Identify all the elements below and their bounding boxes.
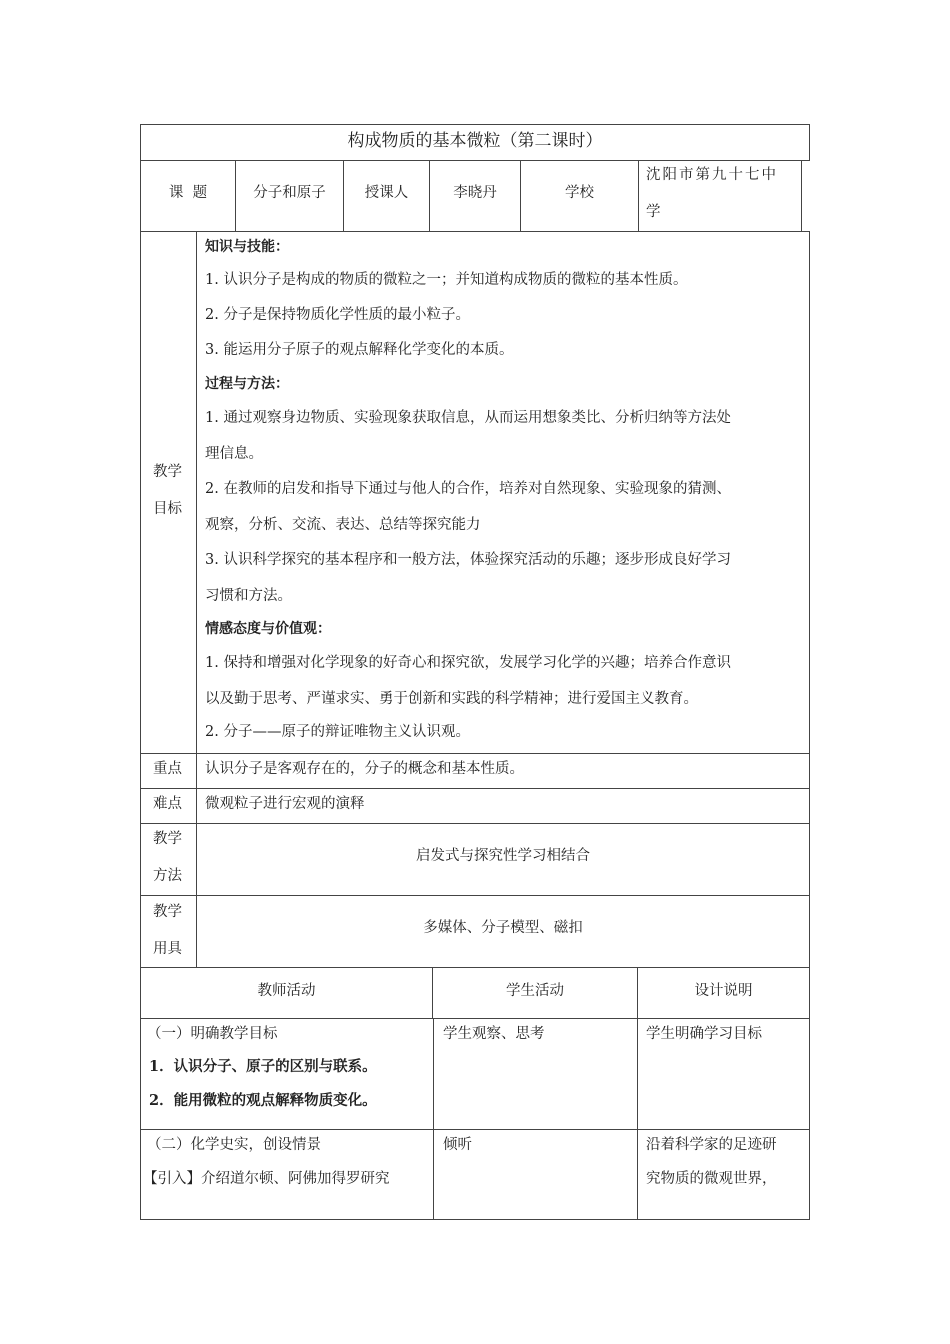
row1-student: 学生观察、思考 [443,1026,545,1042]
process-item-3b: 习惯和方法。 [205,588,292,604]
row2-teacher-line-1: （二）化学史实，创设情景 [147,1137,321,1153]
knowledge-item-1: 1. 认识分子是构成的物质的微粒之一；并知道构成物质的微粒的基本性质。 [205,272,688,288]
key-point-value: 认识分子是客观存在的，分子的概念和基本性质。 [205,761,524,777]
teacher-value: 李晓丹 [453,184,497,201]
method-value: 启发式与探究性学习相结合 [416,848,590,864]
page-title: 构成物质的基本微粒（第二课时） [347,130,603,151]
row2-design-line-1: 沿着科学家的足迹研 [646,1137,777,1153]
emotion-item-1a: 1. 保持和增强对化学现象的好奇心和探究欲，发展学习化学的兴趣；培养合作意识 [205,655,731,671]
goals-label-2: 目标 [153,501,182,517]
process-item-1a: 1. 通过观察身边物质、实验现象获取信息，从而运用想象类比、分析归纳等方法处 [205,410,731,426]
method-label-1: 教学 [153,831,182,847]
subject-label: 课 题 [168,184,208,201]
school-value-line-2: 学 [646,204,661,220]
key-point-label: 重点 [153,761,182,777]
header-design-notes: 设计说明 [694,982,753,999]
header-teacher-activity: 教师活动 [257,982,316,999]
emotion-heading: 情感态度与价值观： [205,621,331,637]
header-student-activity: 学生活动 [506,982,564,999]
method-label-2: 方法 [153,868,182,884]
tools-value: 多媒体、分子模型、磁扣 [423,920,583,936]
emotion-item-2: 2. 分子——原子的辩证唯物主义认识观。 [205,724,470,740]
difficulty-value: 微观粒子进行宏观的演释 [205,796,365,812]
tools-label-1: 教学 [153,904,182,920]
row1-teacher-line-3: 2．能用微粒的观点解释物质变化。 [149,1092,377,1109]
process-heading: 过程与方法： [205,376,289,392]
process-item-2a: 2. 在教师的启发和指导下通过与他人的合作，培养对自然现象、实验现象的猜测、 [205,481,731,497]
row2-design-line-2: 究物质的微观世界， [646,1171,777,1187]
difficulty-label: 难点 [153,796,182,812]
row1-teacher-line-1: （一）明确教学目标 [147,1026,278,1042]
knowledge-item-3: 3. 能运用分子原子的观点解释化学变化的本质。 [205,342,514,358]
emotion-item-1b: 以及勤于思考、严谨求实、勇于创新和实践的科学精神；进行爱国主义教育。 [205,691,698,707]
goals-label-cell [140,231,197,754]
row2-student: 倾听 [443,1137,472,1153]
subject-value: 分子和原子 [253,184,326,201]
school-label: 学校 [565,184,594,201]
process-item-3a: 3. 认识科学探究的基本程序和一般方法，体验探究活动的乐趣；逐步形成良好学习 [205,552,731,568]
row2-teacher-line-2: 【引入】介绍道尔顿、阿佛加得罗研究 [143,1171,390,1187]
row1-teacher-line-2: 1．认识分子、原子的区别与联系。 [149,1058,377,1075]
school-value-line-1: 沈阳市第九十七中 [646,167,778,183]
row1-design: 学生明确学习目标 [646,1026,762,1042]
knowledge-item-2: 2. 分子是保持物质化学性质的最小粒子。 [205,307,470,323]
teacher-label: 授课人 [364,184,409,201]
process-item-1b: 理信息。 [205,446,263,462]
knowledge-heading: 知识与技能： [205,239,289,255]
process-item-2b: 观察，分析、交流、表达、总结等探究能力 [205,517,481,533]
tools-label-2: 用具 [153,941,182,957]
goals-label-1: 教学 [153,464,182,480]
